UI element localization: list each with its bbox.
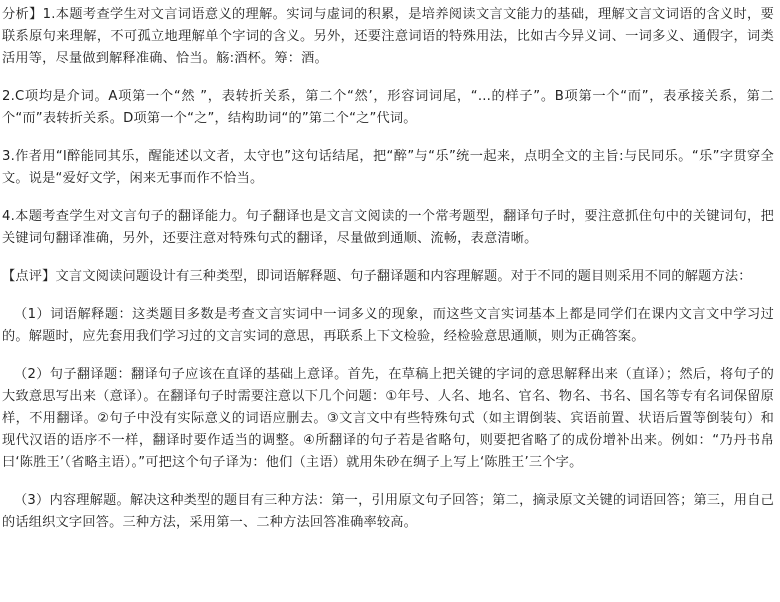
comment-sentence-translation-paragraph: （2）句子翻译题：翻译句子应该在直译的基础上意译。首先，在草稿上把关键的字词的意思解释出来（直译）；然后，将句子的大致意思写出来（意译）。在翻译句子时需要注意以下几个问题：①年号、人名、地名、官名、物名、书名、国名等专有名词保留原样，不用翻译。②句子中没有实际意义的词语应删去。③文言文中有些特殊句式（如主谓倒装、宾语前置、状语后置等倒装句）和现代汉语的语序不一样，翻译时要作适当的调整。④所翻译的句子若是省略句，则要把省略了的成份增补出来。例如：“乃丹书帛曰‘陈胜王’（省略主语）。”可把这个句子译为：他们（主语）就用朱砂在绸子上写上‘陈胜王’三个字。: [2, 367, 774, 470]
analysis-paragraph-1: 分析】1.本题考查学生对文言词语意义的理解。实词与虚词的积累，是培养阅读文言文能力的基础，理解文言文词语的含义时，要联系原句来理解，不可孤立地理解单个字词的含义。另外，还要注意词语的特殊用法，比如古今异义词、一词多义、通假字，词类活用等，尽量做到解释准确、恰当。觞:酒杯。筹：酒。: [2, 7, 774, 66]
analysis-paragraph-4: 4.本题考查学生对文言句子的翻译能力。句子翻译也是文言文阅读的一个常考题型，翻译句子时，要注意抓住句中的关键词句，把关键词句翻译准确，另外，还要注意对特殊句式的翻译，尽量做到通顺、流畅，表意清晰。: [2, 209, 774, 246]
comment-word-explanation-paragraph: （1）词语解释题：这类题目多数是考查文言实词中一词多义的现象，而这些文言实词基本上都是同学们在课内文言文中学习过的。解题时，应先套用我们学习过的文言实词的意思，再联系上下文检验，经检验意思通顺，则为正确答案。: [2, 307, 774, 344]
comment-content-understanding-paragraph: （3）内容理解题。解决这种类型的题目有三种方法：第一，引用原文句子回答；第二，摘录原文关键的词语回答；第三，用自己的话组织文字回答。三种方法，采用第一、二种方法回答准确率较高。: [2, 493, 774, 530]
comment-intro-paragraph: 【点评】文言文阅读问题设计有三种类型，即词语解释题、句子翻译题和内容理解题。对于不同的题目则采用不同的解题方法：: [2, 269, 752, 284]
analysis-paragraph-3: 3.作者用“l醉能同其乐，醒能述以文者，太守也”这句话结尾，把“醉”与“乐”统一起来，点明全文的主旨:与民同乐。“乐”字贯穿全文。说是“爱好文学，闲来无事而作不恰当。: [2, 149, 774, 186]
analysis-paragraph-2: 2.C项均是介词。A项第一个“然 ”，表转折关系，第二个“然’，形容词词尾，“...的样子”。B项第一个“而”，表承接关系，第二个“而”表转折关系。D项第一个“之”，结构助词“的”第二个“之”代词。: [2, 89, 774, 126]
